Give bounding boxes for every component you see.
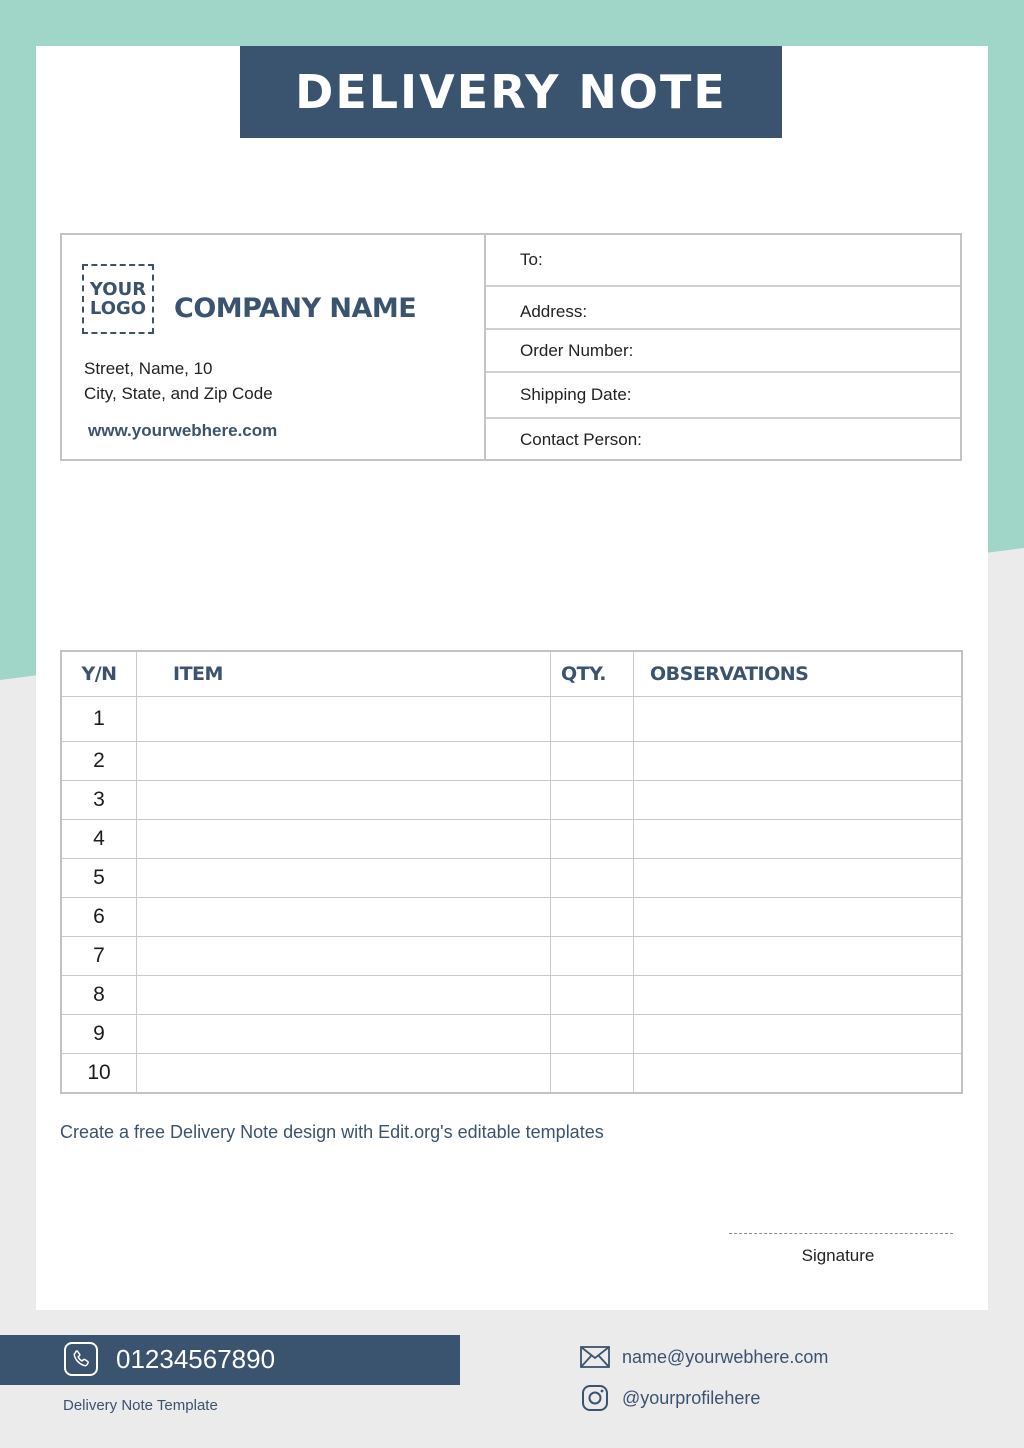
company-address-line1: Street, Name, 10 — [84, 359, 213, 378]
header-yn: Y/N — [61, 651, 137, 697]
items-table — [60, 650, 963, 1094]
row-number: 1 — [61, 697, 137, 742]
field-order-number[interactable] — [486, 330, 960, 373]
table-row — [61, 859, 962, 898]
phone-bar — [0, 1335, 460, 1385]
item-cell[interactable] — [137, 1054, 551, 1094]
row-number: 4 — [61, 820, 137, 859]
table-header-row — [61, 651, 962, 697]
qty-cell[interactable] — [551, 781, 634, 820]
social-text: @yourprofilehere — [622, 1387, 761, 1408]
row-number: 2 — [61, 742, 137, 781]
qty-cell[interactable] — [551, 697, 634, 742]
item-cell[interactable] — [137, 697, 551, 742]
document-title: DELIVERY NOTE — [240, 46, 782, 138]
qty-cell[interactable] — [551, 976, 634, 1015]
row-number: 7 — [61, 937, 137, 976]
logo-placeholder[interactable] — [82, 264, 154, 334]
recipient-fields — [486, 235, 960, 459]
row-number: 10 — [61, 1054, 137, 1094]
email-text: name@yourwebhere.com — [622, 1346, 829, 1367]
company-website: www.yourwebhere.com — [88, 421, 278, 440]
qty-cell[interactable] — [551, 742, 634, 781]
table-row — [61, 1054, 962, 1094]
logo-text-line2: LOGO — [89, 298, 147, 319]
observations-cell[interactable] — [634, 742, 963, 781]
signature-line[interactable] — [729, 1233, 953, 1234]
field-contact-person[interactable] — [486, 419, 960, 461]
field-shipping-date[interactable] — [486, 373, 960, 419]
field-label: Contact Person: — [520, 430, 642, 449]
item-cell[interactable] — [137, 820, 551, 859]
table-row — [61, 820, 962, 859]
header-qty: QTY. — [551, 651, 634, 697]
social-contact[interactable] — [580, 1383, 760, 1413]
qty-cell[interactable] — [551, 898, 634, 937]
phone-icon — [64, 1342, 98, 1376]
observations-cell[interactable] — [634, 976, 963, 1015]
qty-cell[interactable] — [551, 820, 634, 859]
signature-label: Signature — [801, 1246, 875, 1265]
company-panel — [62, 235, 486, 459]
observations-cell[interactable] — [634, 820, 963, 859]
field-label: Order Number: — [520, 340, 634, 360]
field-label: Shipping Date: — [520, 385, 632, 404]
company-address-line2: City, State, and Zip Code — [84, 384, 273, 403]
header-info-box — [60, 233, 962, 461]
table-row — [61, 1015, 962, 1054]
item-cell[interactable] — [137, 1015, 551, 1054]
observations-cell[interactable] — [634, 781, 963, 820]
promo-text: Create a free Delivery Note design with Edit.org's editable templates — [60, 1122, 604, 1142]
table-row — [61, 937, 962, 976]
table-row — [61, 781, 962, 820]
header-item: ITEM — [137, 651, 551, 697]
header-observations: OBSERVATIONS — [634, 651, 963, 697]
row-number: 6 — [61, 898, 137, 937]
item-cell[interactable] — [137, 742, 551, 781]
observations-cell[interactable] — [634, 898, 963, 937]
row-number: 5 — [61, 859, 137, 898]
company-name: COMPANY NAME — [174, 293, 417, 324]
item-cell[interactable] — [137, 976, 551, 1015]
observations-cell[interactable] — [634, 1054, 963, 1094]
item-cell[interactable] — [137, 898, 551, 937]
item-cell[interactable] — [137, 937, 551, 976]
qty-cell[interactable] — [551, 937, 634, 976]
email-contact[interactable] — [580, 1342, 828, 1372]
field-label: Address: — [520, 301, 588, 321]
table-row — [61, 697, 962, 742]
field-address[interactable] — [486, 287, 960, 330]
footer-caption: Delivery Note Template — [63, 1397, 218, 1414]
table-row — [61, 742, 962, 781]
table-row — [61, 898, 962, 937]
qty-cell[interactable] — [551, 859, 634, 898]
qty-cell[interactable] — [551, 1054, 634, 1094]
table-row — [61, 976, 962, 1015]
phone-number[interactable]: 01234567890 — [116, 1344, 276, 1374]
row-number: 8 — [61, 976, 137, 1015]
logo-text-line1: YOUR — [89, 279, 147, 300]
row-number: 3 — [61, 781, 137, 820]
field-to[interactable] — [486, 235, 960, 287]
observations-cell[interactable] — [634, 859, 963, 898]
item-cell[interactable] — [137, 859, 551, 898]
envelope-icon — [580, 1342, 610, 1372]
item-cell[interactable] — [137, 781, 551, 820]
observations-cell[interactable] — [634, 697, 963, 742]
row-number: 9 — [61, 1015, 137, 1054]
observations-cell[interactable] — [634, 937, 963, 976]
field-label: To: — [520, 250, 543, 269]
observations-cell[interactable] — [634, 1015, 963, 1054]
qty-cell[interactable] — [551, 1015, 634, 1054]
instagram-icon — [580, 1383, 610, 1413]
